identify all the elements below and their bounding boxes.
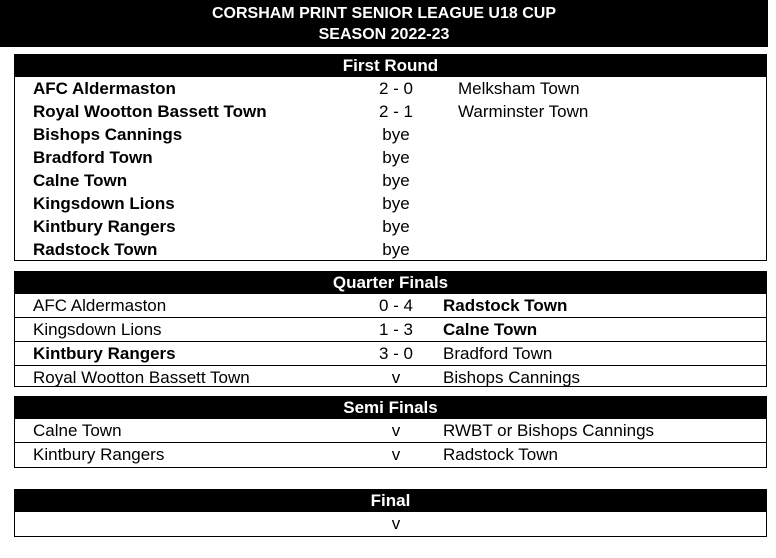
match-score: v (391, 514, 401, 533)
match-score: bye (382, 125, 410, 144)
first-round-section (14, 54, 767, 261)
home-team: Calne Town (33, 421, 122, 440)
match-row (15, 123, 766, 146)
final-heading: Final (15, 490, 766, 512)
match-row (15, 238, 766, 261)
home-team: Kingsdown Lions (33, 194, 175, 213)
match-row (15, 169, 766, 192)
match-row (15, 342, 766, 366)
match-score: 0 - 4 (378, 296, 414, 315)
away-team: Warminster Town (458, 102, 589, 121)
home-team: Kingsdown Lions (33, 320, 162, 339)
match-score: 1 - 3 (378, 320, 414, 339)
first-round-heading: First Round (15, 55, 766, 77)
away-team: Radstock Town (443, 445, 558, 464)
match-score: bye (382, 240, 410, 259)
cup-title-banner (0, 0, 768, 47)
cup-title: CORSHAM PRINT SENIOR LEAGUE U18 CUP (211, 5, 557, 22)
away-team: Melksham Town (458, 79, 580, 98)
match-row (15, 215, 766, 238)
match-row (15, 512, 766, 535)
home-team: Bradford Town (33, 148, 153, 167)
match-score: bye (382, 171, 410, 190)
home-team: Calne Town (33, 171, 128, 190)
home-team: Kintbury Rangers (33, 445, 165, 464)
away-team: Calne Town (443, 320, 538, 339)
match-score: 3 - 0 (378, 344, 414, 363)
match-score: bye (382, 217, 410, 236)
season-title: SEASON 2022-23 (318, 26, 450, 43)
home-team: Kintbury Rangers (33, 217, 176, 236)
semi-finals-section (14, 396, 767, 468)
match-score: bye (382, 194, 410, 213)
match-row (15, 419, 766, 443)
match-score: bye (382, 148, 410, 167)
home-team: Radstock Town (33, 240, 158, 259)
home-team: Bishops Cannings (33, 125, 183, 144)
home-team: AFC Aldermaston (33, 79, 176, 98)
match-row (15, 77, 766, 100)
match-row (15, 294, 766, 318)
away-team: RWBT or Bishops Cannings (443, 421, 655, 440)
home-team: Royal Wootton Bassett Town (33, 368, 250, 387)
away-team: Radstock Town (443, 296, 568, 315)
match-score: v (391, 445, 401, 464)
match-row (15, 100, 766, 123)
semi-finals-heading: Semi Finals (15, 397, 766, 419)
match-row (15, 192, 766, 215)
quarter-finals-section (14, 271, 767, 387)
home-team: AFC Aldermaston (33, 296, 167, 315)
quarter-finals-heading: Quarter Finals (15, 272, 766, 294)
home-team: Kintbury Rangers (33, 344, 176, 363)
home-team: Royal Wootton Bassett Town (33, 102, 267, 121)
match-score: 2 - 0 (378, 79, 414, 98)
final-section (14, 489, 767, 537)
match-row (15, 318, 766, 342)
match-row (15, 366, 766, 389)
match-score: 2 - 1 (378, 102, 414, 121)
match-score: v (391, 368, 401, 387)
away-team: Bishops Cannings (443, 368, 581, 387)
match-row (15, 146, 766, 169)
match-score: v (391, 421, 401, 440)
match-row (15, 443, 766, 466)
away-team: Bradford Town (443, 344, 553, 363)
